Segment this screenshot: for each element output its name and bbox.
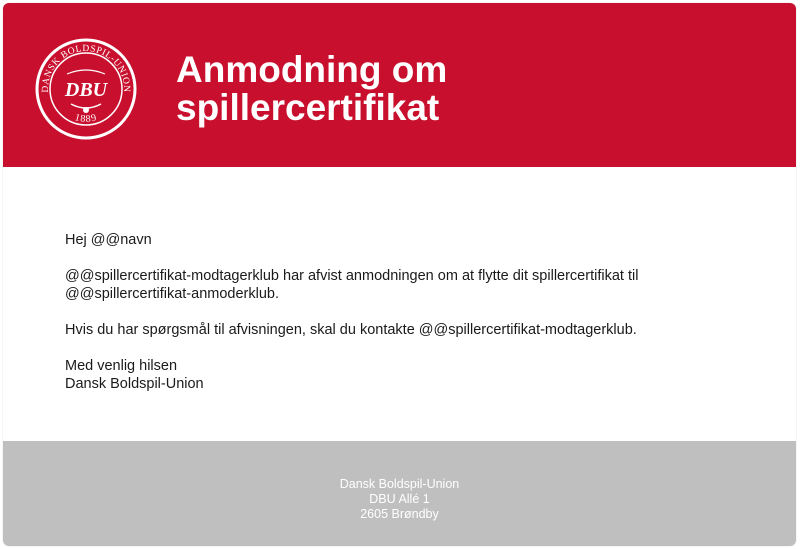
- footer-address: [3, 441, 796, 522]
- signature-text: Dansk Boldspil-Union: [65, 376, 204, 392]
- email-footer: [3, 441, 796, 546]
- title-line-1: Anmodning om: [176, 49, 448, 90]
- rejection-line-1: @@spillercertifikat-modtagerklub har afvist anmodningen om at flytte dit spillercertifikat til: [65, 268, 639, 284]
- svg-text:1889: [73, 112, 98, 125]
- logo-monogram: DBU: [64, 79, 108, 101]
- logo-ring-text: DANSK BOLDSPIL-UNION: [40, 43, 132, 93]
- email-body: [65, 231, 765, 411]
- email-header: [3, 3, 796, 167]
- rejection-line-2: @@spillercertifikat-anmoderklub.: [65, 286, 279, 302]
- rejection-paragraph: [65, 267, 765, 303]
- dbu-logo-icon: [35, 38, 137, 140]
- logo-year: 1889: [73, 112, 99, 125]
- footer-street: DBU Allé 1: [369, 492, 430, 506]
- footer-city: 2605 Brøndby: [360, 507, 439, 521]
- signoff: [65, 357, 765, 393]
- contact-paragraph: Hvis du har spørgsmål til afvisningen, skal du kontakte @@spillercertifikat-modtagerklub.: [65, 322, 637, 338]
- title-line-2: spillercertifikat: [176, 87, 440, 128]
- page-title: [176, 51, 447, 127]
- greeting-text: Hej @@navn: [65, 232, 152, 248]
- footer-org-name: Dansk Boldspil-Union: [339, 477, 460, 491]
- email-card: [3, 3, 796, 546]
- closing-text: Med venlig hilsen: [65, 358, 178, 374]
